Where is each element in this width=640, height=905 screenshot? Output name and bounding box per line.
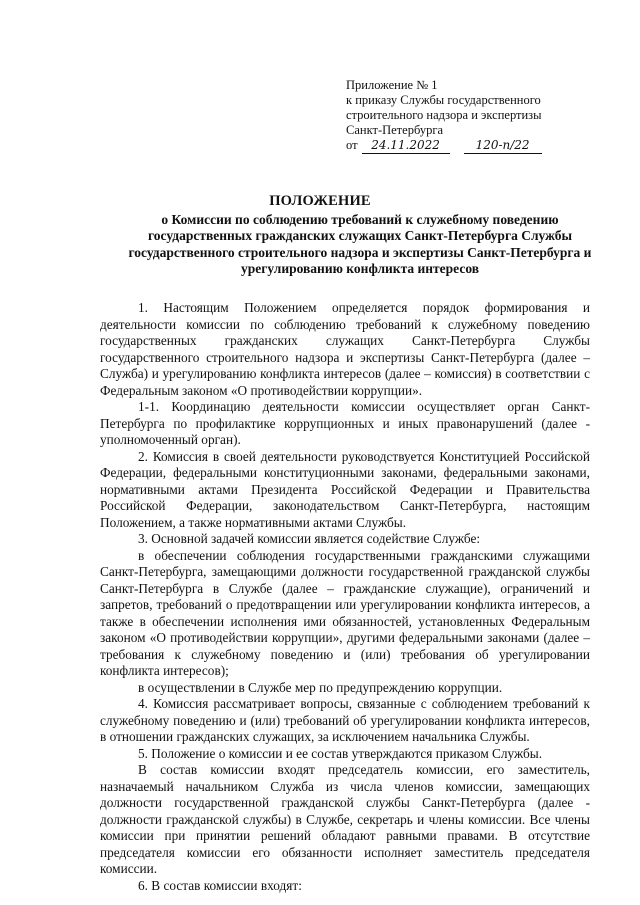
appendix-number: Приложение № 1: [346, 78, 438, 92]
appendix-order-line: строительного надзора и экспертизы: [346, 108, 542, 122]
paragraph: 4. Комиссия рассматривает вопросы, связанные с соблюдением требований к служебному поведению и (или) требований об урегулировании конфликта интересов, в отношении гражданских служащих, за исключением начальника Службы.: [100, 696, 590, 744]
paragraph: 1-1. Координацию деятельности комиссии осуществляет орган Санкт-Петербурга по профилактике коррупционных и иных правонарушений (далее - уполномоченный орган).: [100, 399, 590, 447]
paragraph: 3. Основной задачей комиссии является содействие Службе:: [138, 531, 481, 546]
paragraph: в обеспечении соблюдения государственными гражданскими служащими Санкт-Петербурга, замещающими должности государственной гражданской службы Санкт-Петербурга в Службе (далее – гражданские служащие), ограничений и запретов, требований о предотвращении или урегулировании конфликта интересов, а также в обеспечении исполнения ими обязанностей, установленных Федеральным законом «О противодействии коррупции», другими федеральными законами (далее – требования к служебному поведению и (или) требования об урегулировании конфликта интересов);: [100, 547, 590, 678]
appendix-order-line: к приказу Службы государственного: [346, 93, 541, 107]
appendix-order-line: Санкт-Петербурга: [346, 123, 444, 137]
appendix-block: [346, 78, 586, 154]
paragraph: 2. Комиссия в своей деятельности руководствуется Конституцией Российской Федерации, федеральными конституционными законами, федеральными законами, нормативными актами Президента Российской Федерации и Правительства Российской Федерации, законодательством Санкт-Петербурга, настоящим Положением, а также нормативными актами Службы.: [100, 448, 590, 530]
paragraph: В состав комиссии входят председатель комиссии, его заместитель, назначаемый начальником Служба из числа членов комиссии, замещающих должности государственной гражданской службы Санкт-Петербурга (далее - должности гражданской службы) в Службе, секретарь и члены комиссии. Все члены комиссии при принятии решений обладают равными правами. В отсутствие председателя комиссии его обязанности исполняет заместитель председателя комиссии.: [100, 762, 590, 876]
paragraph: 6. В состав комиссии входят:: [138, 877, 302, 893]
paragraph: 1. Настоящим Положением определяется порядок формирования и деятельности комиссии по соблюдению требований к служебному поведению государственных гражданских служащих Санкт-Петербурга Службы государственного строительного надзора и экспертизы Санкт-Петербурга (далее – Служба) и урегулированию конфликта интересов (далее – комиссия) в соответствии с Федеральным законом «О противодействии коррупции».: [100, 300, 590, 398]
document-subtitle: о Комиссии по соблюдению требований к служебному поведению государственных гражданских служащих Санкт-Петербурга Службы государственного строительного надзора и экспертизы Санкт-Петербурга и урегулированию конфликта интересов: [128, 212, 592, 276]
handwritten-date: 24.11.2022: [362, 138, 450, 154]
from-label: от: [346, 138, 358, 152]
handwritten-number: 120-п/22: [464, 138, 542, 154]
document-title: ПОЛОЖЕНИЕ: [269, 193, 371, 209]
document-body: [100, 300, 590, 894]
paragraph: в осуществлении в Службе мер по предупреждению коррупции.: [138, 679, 503, 695]
appendix-date-line: [346, 138, 586, 154]
paragraph: 5. Положение о комиссии и ее состав утверждаются приказом Службы.: [138, 745, 543, 761]
